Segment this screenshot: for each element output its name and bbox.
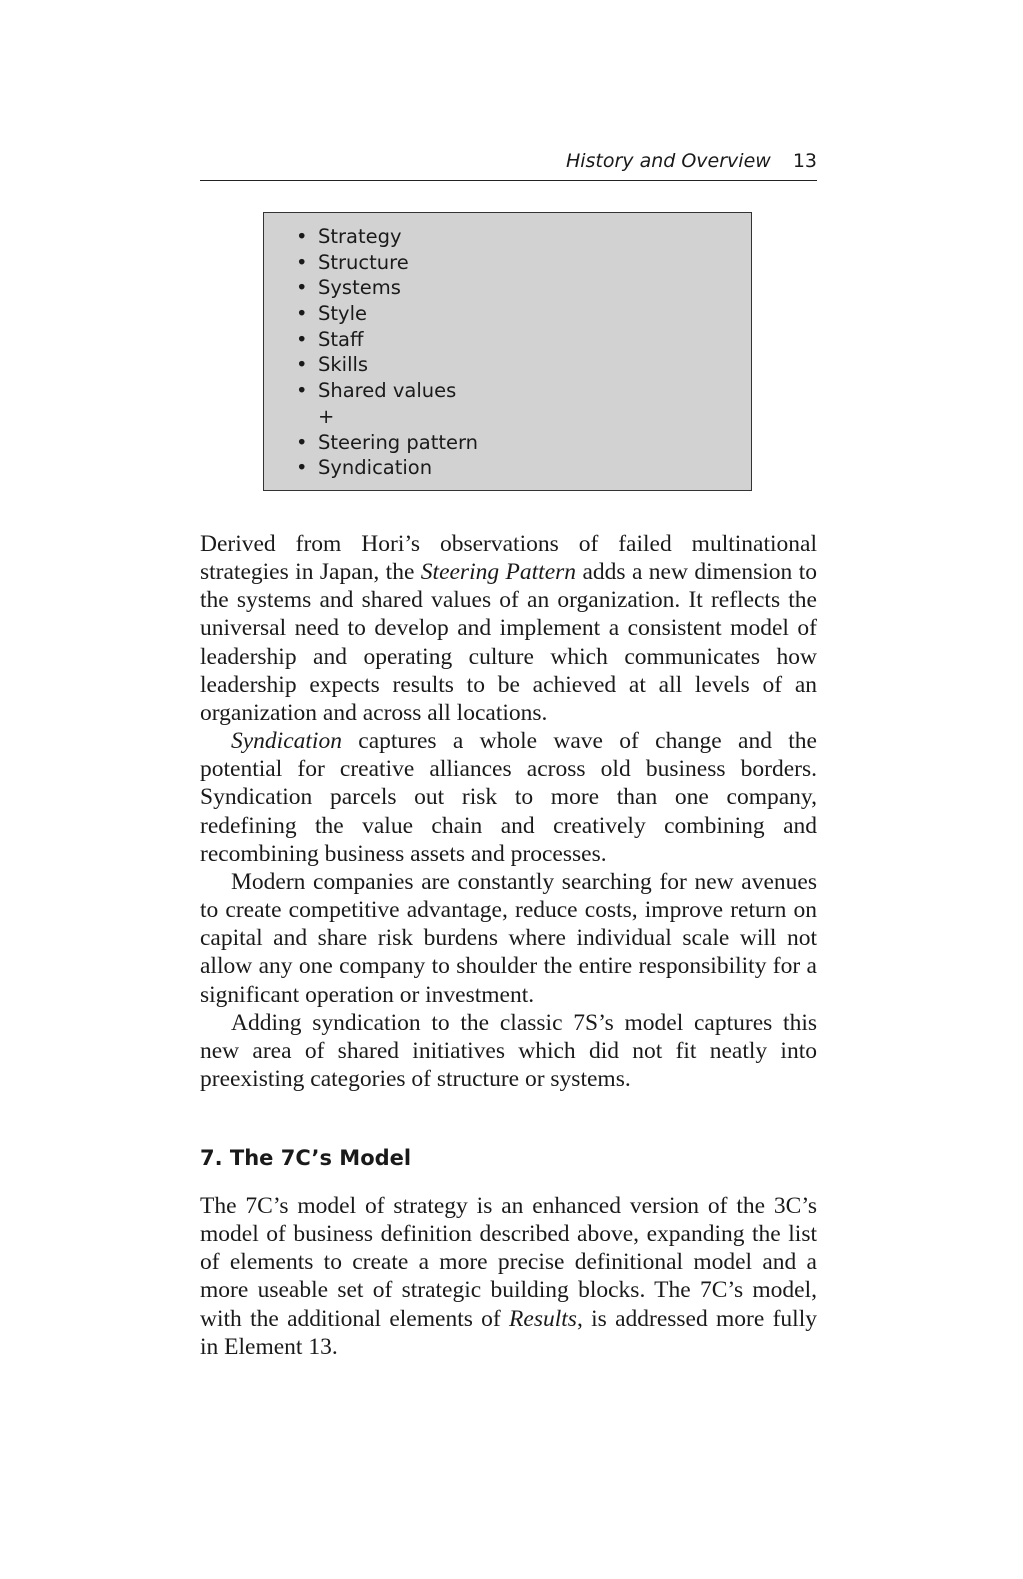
- page-number: 13: [792, 150, 817, 172]
- running-header: [200, 150, 817, 181]
- text-run: , is addressed more fully in Element 13.: [200, 1305, 817, 1360]
- bullet-icon: •: [296, 250, 308, 274]
- list-item-label: Shared values: [318, 379, 457, 403]
- list-item-label: Strategy: [318, 225, 402, 248]
- emphasis: Syndication: [231, 728, 342, 755]
- list-item: [296, 352, 478, 378]
- bullet-icon: •: [296, 327, 308, 351]
- list-item: [296, 455, 478, 481]
- list-item-label: Steering pattern: [318, 430, 479, 454]
- list-item-label: Staff: [318, 327, 364, 351]
- list-item: [296, 224, 478, 250]
- bullet-icon: •: [296, 302, 308, 326]
- bullet-icon: •: [296, 430, 308, 454]
- list-item: [296, 250, 478, 276]
- list-item: [296, 301, 478, 327]
- bullet-icon: •: [296, 276, 308, 300]
- paragraph-adding-syndication: Adding syndication to the classic 7S’s model captures this new area of shared initiatives which did not fit neatly into preexisting categories of structure or systems.: [200, 1009, 817, 1092]
- plus-sign: +: [318, 404, 335, 428]
- list-item: [296, 378, 478, 404]
- list-item-label: Skills: [318, 353, 369, 377]
- text-run: Derived from Hori’s observations of failed multinational strategies in Japan, the: [200, 531, 817, 586]
- text-run: captures a whole wave of change and the potential for creative alliances across old business borders. Syndication parcels out risk to more than one company, redefining the value chain and creatively combining and recombining business assets and processes.: [200, 728, 817, 867]
- bullet-icon: •: [296, 353, 308, 377]
- list-item: [296, 327, 478, 353]
- running-title: History and Overview: [565, 150, 771, 172]
- list-item: [296, 430, 478, 456]
- section-body: [200, 1192, 817, 1361]
- paragraph-modern-companies: Modern companies are constantly searching for new avenues to create competitive advantage, reduce costs, improve return on capital and share risk burdens where individual scale will not allow any one company to shoulder the entire responsibility for a significant operation or investment.: [200, 868, 817, 1008]
- list-item-label: Structure: [318, 250, 409, 274]
- list-item-label: Style: [318, 302, 367, 326]
- list-item-label: Systems: [318, 276, 401, 300]
- text-run: The 7C’s model of strategy is an enhanced version of the 3C’s model of business definition described above, expanding the list of elements to create a more precise definitional model and a more useable set of strategic building blocks. The 7C’s model, with the additional elements of: [200, 1193, 817, 1332]
- body-text: [200, 530, 817, 1093]
- bullet-icon: •: [296, 379, 308, 403]
- bullet-icon: •: [296, 225, 308, 248]
- emphasis: Steering Pattern: [420, 559, 577, 586]
- section-heading: 7. The 7C’s Model: [200, 1146, 412, 1170]
- paragraph-steering-pattern: [200, 530, 817, 727]
- list-item: [296, 275, 478, 301]
- emphasis: Results: [509, 1305, 577, 1332]
- paragraph-syndication: [200, 727, 817, 868]
- list-item-label: Syndication: [318, 456, 433, 480]
- 7s-elements-box: [263, 212, 752, 491]
- elements-list: [296, 224, 478, 481]
- paragraph-7cs-model: [200, 1192, 817, 1361]
- bullet-icon: •: [296, 456, 308, 480]
- text-run: adds a new dimension to the systems and shared values of an organization. It reflects the universal need to develop and implement a consistent model of leadership and operating culture which communicates how leadership expects results to be achieved at all levels of an organization and across all locations.: [200, 559, 817, 726]
